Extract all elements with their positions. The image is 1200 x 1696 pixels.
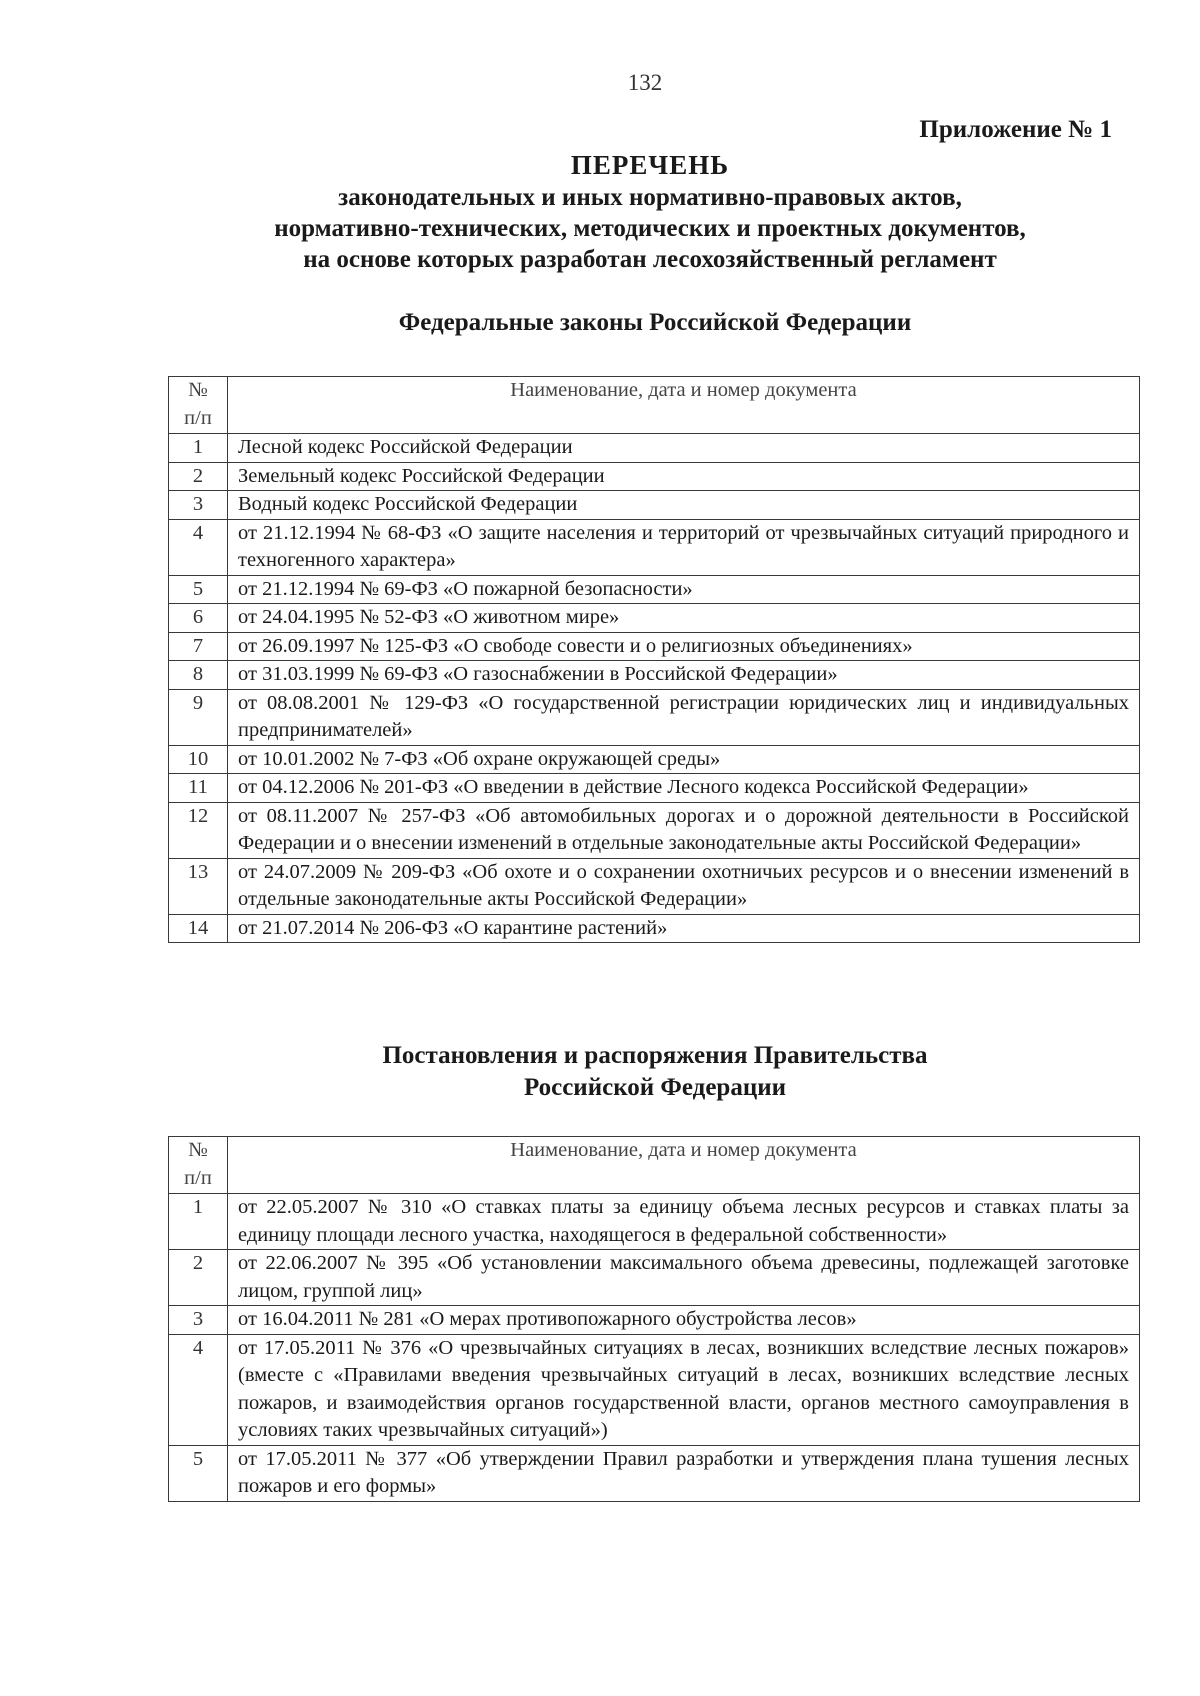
- table-row: [169, 519, 1140, 575]
- column-header-name: Наименование, дата и номер документа: [228, 377, 1140, 434]
- table-row: [169, 1306, 1140, 1335]
- row-number: 14: [169, 914, 228, 943]
- table-row: [169, 661, 1140, 690]
- row-number: 1: [169, 1194, 228, 1250]
- document-reference: от 17.05.2011 № 376 «О чрезвычайных ситуациях в лесах, возникших вследствие лесных пожаров» (вместе с «Правилами введения чрезвычайных ситуаций в лесах, возникших вследствие лесных пожаров, и взаимодействия органов государственной власти, органов местного самоуправления в условиях таких чрезвычайных ситуаций»): [228, 1334, 1140, 1445]
- row-number: 4: [169, 1334, 228, 1445]
- table-row: [169, 774, 1140, 803]
- document-reference: от 17.05.2011 № 377 «Об утверждении Правил разработки и утверждения плана тушения лесных пожаров и его формы»: [228, 1445, 1140, 1501]
- table-row: [169, 745, 1140, 774]
- title-line-2: нормативно-технических, методических и проектных документов,: [274, 215, 1026, 242]
- table-row: [169, 802, 1140, 858]
- document-reference: от 24.07.2009 № 209-ФЗ «Об охоте и о сохранении охотничьих ресурсов и о внесении изменений в отдельные законодательные акты Российской Федерации»: [228, 858, 1140, 914]
- document-reference: от 10.01.2002 № 7-ФЗ «Об охране окружающей среды»: [228, 745, 1140, 774]
- federal-laws-table: [168, 376, 1140, 943]
- federal-laws-table-body: [169, 377, 1140, 943]
- document-reference: Водный кодекс Российской Федерации: [228, 491, 1140, 520]
- document-reference: от 21.12.1994 № 68-ФЗ «О защите населения и территорий от чрезвычайных ситуаций природного и техногенного характера»: [228, 519, 1140, 575]
- column-header-number: [169, 377, 228, 434]
- row-number: 10: [169, 745, 228, 774]
- column-header-name: Наименование, дата и номер документа: [228, 1137, 1140, 1194]
- document-reference: Земельный кодекс Российской Федерации: [228, 462, 1140, 491]
- row-number: 11: [169, 774, 228, 803]
- table-row: [169, 1194, 1140, 1250]
- document-title: [0, 148, 1200, 275]
- document-reference: от 22.06.2007 № 395 «Об установлении максимального объема древесины, подлежащей заготовке лицом, группой лиц»: [228, 1250, 1140, 1306]
- row-number: 5: [169, 575, 228, 604]
- document-reference: от 21.07.2014 № 206-ФЗ «О карантине растений»: [228, 914, 1140, 943]
- column-header-number-line1: №: [188, 379, 208, 401]
- row-number: 12: [169, 802, 228, 858]
- document-reference: от 08.11.2007 № 257-ФЗ «Об автомобильных дорогах и о дорожной деятельности в Российской Федерации и о внесении изменений в отдельные законодательные акты Российской Федерации»: [228, 802, 1140, 858]
- table-header-row: [169, 377, 1140, 434]
- page-number: 132: [627, 70, 663, 95]
- section-heading-line-1: Постановления и распоряжения Правительства: [382, 1042, 928, 1069]
- row-number: 13: [169, 858, 228, 914]
- section-heading-federal-laws: Федеральные законы Российской Федерации: [398, 309, 912, 336]
- row-number: 6: [169, 604, 228, 633]
- column-header-number-line2: п/п: [184, 1166, 212, 1189]
- row-number: 3: [169, 491, 228, 520]
- table-row: [169, 914, 1140, 943]
- column-header-number: [169, 1137, 228, 1194]
- section-heading-government-decrees: [0, 1040, 1200, 1104]
- document-reference: от 22.05.2007 № 310 «О ставках платы за единицу объема лесных ресурсов и ставках платы за единицу площади лесного участка, находящегося в федеральной собственности»: [228, 1194, 1140, 1250]
- table-row: [169, 858, 1140, 914]
- table-row: [169, 434, 1140, 463]
- document-reference: от 08.08.2001 № 129-ФЗ «О государственной регистрации юридических лиц и индивидуальных предпринимателей»: [228, 689, 1140, 745]
- table-row: [169, 462, 1140, 491]
- row-number: 4: [169, 519, 228, 575]
- table-row: [169, 604, 1140, 633]
- table-row: [169, 491, 1140, 520]
- table-header-row: [169, 1137, 1140, 1194]
- table-row: [169, 632, 1140, 661]
- title-line-3: на основе которых разработан лесохозяйственный регламент: [303, 246, 997, 273]
- document-reference: от 31.03.1999 № 69-ФЗ «О газоснабжении в Российской Федерации»: [228, 661, 1140, 690]
- document-reference: от 21.12.1994 № 69-ФЗ «О пожарной безопасности»: [228, 575, 1140, 604]
- table-row: [169, 1334, 1140, 1445]
- column-header-number-line2: п/п: [184, 406, 212, 429]
- row-number: 7: [169, 632, 228, 661]
- document-reference: Лесной кодекс Российской Федерации: [228, 434, 1140, 463]
- title-main: ПЕРЕЧЕНЬ: [570, 150, 730, 180]
- row-number: 9: [169, 689, 228, 745]
- government-decrees-table: [168, 1136, 1140, 1502]
- document-reference: от 16.04.2011 № 281 «О мерах противопожарного обустройства лесов»: [228, 1306, 1140, 1335]
- row-number: 3: [169, 1306, 228, 1335]
- document-reference: от 26.09.1997 № 125-ФЗ «О свободе совести и о религиозных объединениях»: [228, 632, 1140, 661]
- appendix-label: Приложение № 1: [919, 116, 1112, 143]
- row-number: 2: [169, 1250, 228, 1306]
- section-heading-line-2: Российской Федерации: [523, 1074, 787, 1101]
- government-decrees-table-body: [169, 1137, 1140, 1502]
- table-row: [169, 1250, 1140, 1306]
- row-number: 1: [169, 434, 228, 463]
- document-reference: от 24.04.1995 № 52-ФЗ «О животном мире»: [228, 604, 1140, 633]
- row-number: 8: [169, 661, 228, 690]
- table-row: [169, 575, 1140, 604]
- document-reference: от 04.12.2006 № 201-ФЗ «О введении в действие Лесного кодекса Российской Федерации»: [228, 774, 1140, 803]
- row-number: 5: [169, 1445, 228, 1501]
- title-line-1: законодательных и иных нормативно-правовых актов,: [338, 184, 962, 211]
- column-header-number-line1: №: [188, 1139, 208, 1161]
- table-row: [169, 1445, 1140, 1501]
- row-number: 2: [169, 462, 228, 491]
- table-row: [169, 689, 1140, 745]
